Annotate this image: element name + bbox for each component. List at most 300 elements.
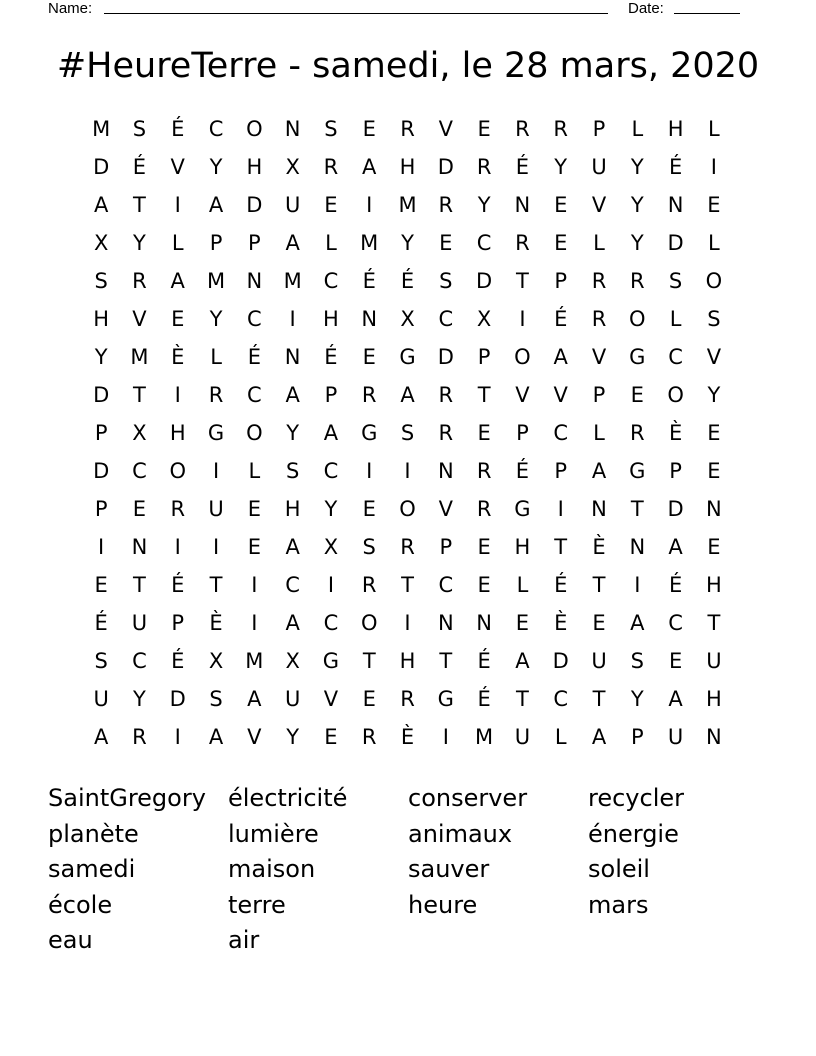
grid-letter: M bbox=[130, 345, 149, 369]
grid-letter: É bbox=[171, 117, 185, 141]
grid-letter: S bbox=[94, 269, 108, 293]
word-list-item: conserver bbox=[408, 784, 528, 812]
grid-letter: O bbox=[705, 269, 723, 293]
grid-letter: T bbox=[592, 573, 606, 597]
word-list-item: électricité bbox=[228, 784, 348, 812]
grid-letter: G bbox=[514, 497, 531, 521]
grid-letter: E bbox=[247, 535, 261, 559]
grid-letter: S bbox=[630, 649, 644, 673]
grid-letter: C bbox=[208, 117, 224, 141]
grid-letter: H bbox=[667, 117, 684, 141]
grid-letter: P bbox=[209, 231, 223, 255]
grid-letter: O bbox=[514, 345, 531, 369]
grid-letter: P bbox=[592, 117, 606, 141]
grid-letter: R bbox=[476, 497, 492, 521]
grid-letter: R bbox=[630, 269, 645, 293]
grid-letter: G bbox=[207, 421, 225, 445]
grid-letter: T bbox=[133, 193, 146, 217]
grid-letter: M bbox=[360, 231, 379, 255]
grid-letter: L bbox=[210, 345, 222, 369]
word-list-item: école bbox=[48, 890, 113, 919]
grid-letter: V bbox=[438, 497, 453, 521]
grid-letter: L bbox=[248, 459, 261, 483]
grid-letter: V bbox=[515, 383, 530, 407]
name-blank-line bbox=[104, 13, 608, 14]
grid-letter: A bbox=[591, 459, 607, 483]
grid-letter: E bbox=[362, 117, 376, 141]
grid-letter: X bbox=[476, 307, 492, 331]
grid-letter: T bbox=[439, 649, 453, 673]
grid-row bbox=[82, 604, 733, 642]
word-list-item: soleil bbox=[588, 855, 650, 883]
word-list-item: énergie bbox=[588, 819, 679, 848]
grid-letter: A bbox=[208, 193, 224, 217]
grid-letter: E bbox=[132, 497, 147, 521]
grid-letter: É bbox=[400, 269, 415, 293]
grid-row bbox=[82, 376, 733, 414]
grid-letter: O bbox=[360, 611, 378, 635]
grid-letter: I bbox=[710, 155, 717, 179]
grid-letter: L bbox=[593, 231, 605, 255]
grid-letter: N bbox=[437, 459, 454, 483]
grid-letter: N bbox=[629, 535, 646, 559]
grid-letter: D bbox=[169, 687, 186, 711]
grid-letter: Y bbox=[630, 193, 644, 217]
name-label: Name: bbox=[48, 0, 93, 17]
grid-letter: C bbox=[668, 345, 683, 369]
grid-letter: S bbox=[209, 687, 223, 711]
grid-letter: D bbox=[93, 459, 110, 483]
grid-letter: L bbox=[669, 307, 682, 331]
grid-letter: A bbox=[285, 611, 300, 635]
grid-letter: E bbox=[94, 573, 108, 597]
grid-row bbox=[82, 642, 733, 680]
grid-letter: R bbox=[400, 535, 415, 559]
grid-letter: L bbox=[593, 421, 605, 445]
grid-letter: U bbox=[514, 725, 531, 749]
grid-letter: Y bbox=[94, 345, 108, 369]
grid-letter: H bbox=[706, 687, 722, 711]
grid-letter: S bbox=[400, 421, 415, 445]
grid-letter: É bbox=[324, 345, 338, 369]
grid-letter: P bbox=[439, 535, 453, 559]
grid-letter: D bbox=[93, 383, 110, 407]
grid-letter: I bbox=[442, 725, 449, 749]
grid-letter: H bbox=[93, 307, 110, 331]
grid-letter: E bbox=[362, 497, 376, 521]
grid-letter: H bbox=[706, 573, 722, 597]
grid-letter: R bbox=[515, 117, 530, 141]
date-label: Date: bbox=[628, 0, 664, 17]
grid-letter: I bbox=[557, 497, 564, 521]
grid-letter: C bbox=[285, 573, 300, 597]
grid-letter: D bbox=[667, 497, 684, 521]
grid-letter: Y bbox=[209, 307, 223, 331]
grid-letter: A bbox=[515, 649, 530, 673]
grid-letter: E bbox=[515, 611, 530, 635]
grid-letter: U bbox=[93, 687, 109, 711]
grid-letter: T bbox=[554, 535, 568, 559]
grid-letter: H bbox=[399, 155, 416, 179]
grid-letter: R bbox=[591, 269, 607, 293]
grid-letter: Y bbox=[630, 155, 644, 179]
grid-letter: L bbox=[325, 231, 337, 255]
grid-letter: Y bbox=[630, 687, 644, 711]
grid-letter: N bbox=[131, 535, 148, 559]
grid-letter: É bbox=[515, 459, 530, 483]
grid-letter: D bbox=[93, 155, 110, 179]
grid-letter: T bbox=[133, 573, 146, 597]
grid-letter: D bbox=[667, 231, 684, 255]
grid-letter: È bbox=[554, 611, 568, 635]
grid-letter: A bbox=[285, 383, 300, 407]
grid-letter: I bbox=[366, 193, 373, 217]
grid-letter: Y bbox=[477, 193, 491, 217]
grid-letter: P bbox=[554, 269, 568, 293]
grid-letter: I bbox=[251, 611, 258, 635]
grid-letter: E bbox=[362, 345, 376, 369]
grid-letter: E bbox=[477, 573, 491, 597]
grid-letter: H bbox=[284, 497, 301, 521]
grid-letter: P bbox=[592, 383, 606, 407]
grid-letter: C bbox=[668, 611, 683, 635]
grid-letter: C bbox=[132, 459, 147, 483]
word-list-item: lumière bbox=[228, 819, 319, 848]
word-list-item: heure bbox=[408, 890, 478, 919]
grid-letter: A bbox=[93, 725, 109, 749]
grid-row bbox=[82, 262, 733, 300]
grid-letter: R bbox=[476, 459, 492, 483]
grid-letter: I bbox=[174, 193, 181, 217]
grid-letter: N bbox=[437, 611, 454, 635]
grid-letter: N bbox=[591, 497, 607, 521]
grid-letter: I bbox=[634, 573, 641, 597]
grid-letter: I bbox=[174, 725, 181, 749]
grid-letter: A bbox=[630, 611, 645, 635]
grid-letter: G bbox=[322, 649, 340, 673]
grid-letter: L bbox=[554, 725, 567, 749]
grid-letter: N bbox=[246, 269, 263, 293]
grid-letter: R bbox=[400, 687, 415, 711]
grid-letter: C bbox=[247, 307, 262, 331]
grid-letter: P bbox=[516, 421, 529, 445]
grid-letter: É bbox=[171, 573, 185, 597]
grid-letter: L bbox=[631, 117, 644, 141]
grid-letter: R bbox=[208, 383, 224, 407]
grid-letter: E bbox=[592, 611, 606, 635]
grid-row bbox=[82, 566, 733, 604]
grid-letter: G bbox=[629, 459, 646, 483]
grid-letter: P bbox=[630, 725, 644, 749]
grid-letter: R bbox=[438, 383, 454, 407]
grid-letter: É bbox=[668, 573, 683, 597]
grid-letter: T bbox=[477, 383, 491, 407]
grid-letter: A bbox=[668, 687, 683, 711]
grid-letter: G bbox=[629, 345, 646, 369]
grid-letter: P bbox=[94, 421, 108, 445]
grid-letter: C bbox=[553, 421, 569, 445]
grid-letter: S bbox=[668, 269, 683, 293]
grid-letter: A bbox=[247, 687, 262, 711]
grid-letter: Y bbox=[324, 497, 338, 521]
grid-letter: O bbox=[399, 497, 416, 521]
grid-letter: S bbox=[362, 535, 376, 559]
grid-row bbox=[82, 186, 733, 224]
grid-letter: P bbox=[324, 383, 338, 407]
grid-letter: V bbox=[132, 307, 147, 331]
grid-letter: R bbox=[361, 383, 377, 407]
grid-letter: T bbox=[630, 497, 644, 521]
grid-letter: E bbox=[362, 687, 376, 711]
grid-letter: E bbox=[171, 307, 185, 331]
grid-letter: T bbox=[362, 649, 376, 673]
grid-letter: S bbox=[132, 117, 147, 141]
grid-letter: È bbox=[592, 535, 606, 559]
grid-letter: N bbox=[706, 725, 722, 749]
grid-letter: P bbox=[171, 611, 185, 635]
grid-letter: É bbox=[515, 155, 530, 179]
grid-letter: U bbox=[284, 193, 301, 217]
grid-letter: A bbox=[285, 231, 300, 255]
grid-letter: V bbox=[591, 193, 607, 217]
grid-letter: I bbox=[212, 535, 220, 559]
grid-letter: C bbox=[438, 307, 454, 331]
grid-letter: X bbox=[323, 535, 339, 559]
grid-letter: D bbox=[437, 345, 454, 369]
grid-letter: E bbox=[668, 649, 683, 673]
grid-letter: O bbox=[246, 421, 263, 445]
grid-letter: S bbox=[707, 307, 721, 331]
grid-letter: R bbox=[438, 421, 454, 445]
grid-letter: G bbox=[361, 421, 378, 445]
grid-letter: É bbox=[247, 345, 261, 369]
grid-letter: C bbox=[323, 269, 339, 293]
grid-letter: X bbox=[208, 649, 224, 673]
grid-letter: T bbox=[592, 687, 606, 711]
grid-letter: N bbox=[667, 193, 684, 217]
grid-letter: D bbox=[552, 649, 569, 673]
grid-letter: A bbox=[362, 155, 377, 179]
grid-letter: N bbox=[284, 345, 301, 369]
grid-letter: G bbox=[399, 345, 416, 369]
grid-letter: M bbox=[283, 269, 302, 293]
grid-letter: E bbox=[477, 421, 491, 445]
grid-letter: G bbox=[437, 687, 454, 711]
grid-letter: É bbox=[554, 307, 568, 331]
grid-letter: H bbox=[323, 307, 339, 331]
grid-letter: L bbox=[708, 117, 720, 141]
grid-row bbox=[82, 680, 733, 718]
grid-letter: I bbox=[366, 459, 373, 483]
grid-letter: C bbox=[132, 649, 147, 673]
grid-letter: É bbox=[132, 155, 147, 179]
grid-letter: R bbox=[132, 269, 147, 293]
grid-row bbox=[82, 452, 733, 490]
word-list-item: air bbox=[228, 926, 260, 954]
grid-letter: I bbox=[251, 573, 258, 597]
grid-letter: U bbox=[284, 687, 301, 711]
grid-letter: R bbox=[438, 193, 454, 217]
grid-row bbox=[82, 338, 733, 376]
grid-letter: Y bbox=[286, 421, 300, 445]
grid-letter: C bbox=[438, 573, 454, 597]
grid-letter: A bbox=[323, 421, 339, 445]
grid-row bbox=[82, 300, 733, 338]
grid-letter: È bbox=[400, 725, 415, 749]
grid-letter: E bbox=[477, 117, 491, 141]
grid-letter: L bbox=[516, 573, 529, 597]
grid-letter: Y bbox=[401, 231, 414, 255]
grid-letter: X bbox=[93, 231, 109, 255]
grid-letter: È bbox=[668, 421, 683, 445]
grid-letter: I bbox=[327, 573, 335, 597]
grid-letter: A bbox=[208, 725, 224, 749]
grid-letter: R bbox=[630, 421, 645, 445]
grid-letter: H bbox=[246, 155, 263, 179]
grid-row bbox=[82, 490, 733, 528]
word-list-item: samedi bbox=[48, 855, 136, 883]
grid-letter: E bbox=[324, 193, 338, 217]
grid-letter: R bbox=[361, 725, 377, 749]
grid-letter: E bbox=[247, 497, 261, 521]
word-list-item: planète bbox=[48, 819, 139, 848]
grid-letter: H bbox=[514, 535, 531, 559]
grid-letter: E bbox=[630, 383, 644, 407]
grid-letter: T bbox=[707, 611, 721, 635]
grid-letter: N bbox=[706, 497, 722, 521]
grid-row bbox=[82, 224, 733, 262]
grid-letter: Y bbox=[630, 231, 644, 255]
grid-letter: É bbox=[362, 269, 376, 293]
grid-letter: T bbox=[516, 687, 529, 711]
grid-letter: É bbox=[554, 573, 568, 597]
grid-letter: M bbox=[398, 193, 417, 217]
grid-letter: N bbox=[284, 117, 301, 141]
word-list-item: recycler bbox=[588, 784, 684, 812]
grid-letter: S bbox=[94, 649, 108, 673]
grid-row bbox=[82, 110, 733, 148]
grid-letter: É bbox=[94, 611, 108, 635]
grid-letter: É bbox=[477, 649, 491, 673]
grid-letter: I bbox=[212, 459, 220, 483]
grid-letter: U bbox=[591, 649, 607, 673]
grid-letter: T bbox=[401, 573, 414, 597]
grid-letter: O bbox=[246, 117, 263, 141]
grid-letter: E bbox=[707, 535, 721, 559]
grid-letter: U bbox=[591, 155, 607, 179]
grid-letter: E bbox=[707, 421, 721, 445]
grid-letter: U bbox=[667, 725, 684, 749]
grid-letter: E bbox=[554, 231, 568, 255]
grid-letter: Y bbox=[133, 231, 146, 255]
grid-letter: R bbox=[132, 725, 147, 749]
grid-letter: I bbox=[289, 307, 296, 331]
grid-letter: S bbox=[439, 269, 453, 293]
grid-letter: È bbox=[209, 611, 223, 635]
grid-letter: P bbox=[477, 345, 491, 369]
grid-letter: T bbox=[516, 269, 529, 293]
grid-letter: H bbox=[169, 421, 186, 445]
grid-row bbox=[82, 528, 733, 566]
word-list-item: mars bbox=[588, 890, 649, 919]
grid-letter: A bbox=[553, 345, 568, 369]
grid-letter: P bbox=[669, 459, 682, 483]
grid-letter: D bbox=[437, 155, 454, 179]
letter-grid bbox=[82, 110, 733, 756]
grid-letter: R bbox=[515, 231, 530, 255]
word-list-item: terre bbox=[228, 890, 286, 919]
grid-letter: V bbox=[438, 117, 453, 141]
grid-letter: R bbox=[361, 573, 377, 597]
grid-letter: X bbox=[400, 307, 415, 331]
grid-letter: R bbox=[553, 117, 568, 141]
grid-letter: R bbox=[170, 497, 186, 521]
grid-letter: M bbox=[475, 725, 494, 749]
grid-letter: E bbox=[477, 535, 491, 559]
grid-letter: R bbox=[591, 307, 607, 331]
grid-letter: N bbox=[476, 611, 492, 635]
word-list-item: sauver bbox=[408, 855, 490, 883]
grid-letter: É bbox=[171, 649, 185, 673]
grid-letter: Y bbox=[209, 155, 223, 179]
grid-letter: A bbox=[285, 535, 300, 559]
grid-letter: T bbox=[133, 383, 146, 407]
grid-letter: È bbox=[171, 345, 185, 369]
grid-letter: D bbox=[246, 193, 263, 217]
grid-letter: V bbox=[706, 345, 722, 369]
grid-row bbox=[82, 148, 733, 186]
grid-letter: V bbox=[247, 725, 262, 749]
word-list-item: eau bbox=[48, 926, 93, 954]
grid-letter: X bbox=[132, 421, 147, 445]
grid-letter: L bbox=[708, 231, 720, 255]
grid-letter: A bbox=[668, 535, 683, 559]
grid-letter: Y bbox=[133, 687, 146, 711]
grid-letter: E bbox=[707, 193, 721, 217]
grid-letter: I bbox=[98, 535, 105, 559]
grid-letter: A bbox=[93, 193, 109, 217]
grid-letter: R bbox=[323, 155, 339, 179]
grid-letter: N bbox=[514, 193, 531, 217]
grid-letter: É bbox=[668, 155, 683, 179]
grid-letter: C bbox=[553, 687, 569, 711]
page-title: #HeureTerre - samedi, le 28 mars, 2020 bbox=[56, 46, 760, 86]
grid-letter: E bbox=[707, 459, 721, 483]
grid-letter: I bbox=[404, 459, 411, 483]
grid-letter: V bbox=[323, 687, 339, 711]
grid-letter: Y bbox=[554, 155, 568, 179]
grid-letter: P bbox=[248, 231, 261, 255]
grid-letter: Y bbox=[286, 725, 300, 749]
grid-letter: É bbox=[477, 687, 491, 711]
grid-row bbox=[82, 718, 733, 756]
grid-letter: V bbox=[591, 345, 607, 369]
grid-letter: X bbox=[285, 649, 300, 673]
grid-letter: C bbox=[247, 383, 262, 407]
grid-letter: E bbox=[324, 725, 338, 749]
word-list-item: animaux bbox=[408, 819, 513, 848]
grid-letter: O bbox=[629, 307, 646, 331]
grid-letter: S bbox=[324, 117, 338, 141]
grid-letter: C bbox=[323, 459, 339, 483]
word-list bbox=[48, 781, 768, 959]
grid-letter: I bbox=[404, 611, 411, 635]
grid-letter: I bbox=[174, 383, 181, 407]
grid-letter: V bbox=[170, 155, 185, 179]
grid-letter: C bbox=[323, 611, 339, 635]
grid-letter: U bbox=[131, 611, 148, 635]
grid-letter: A bbox=[400, 383, 415, 407]
